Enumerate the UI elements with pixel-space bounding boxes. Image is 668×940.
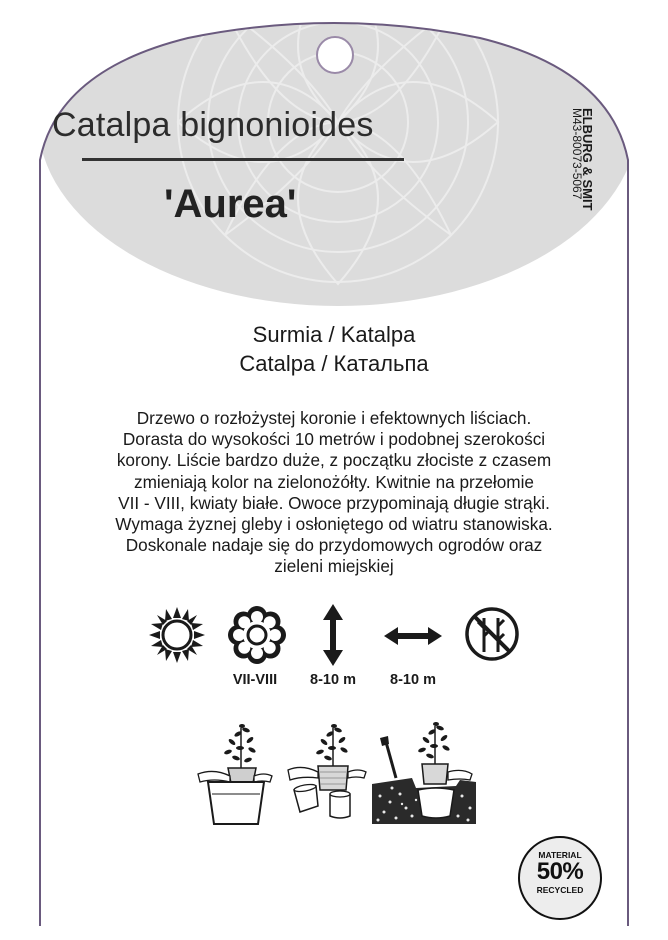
product-code: M43-80073-5067 xyxy=(570,108,584,200)
planting-step-1-illustration xyxy=(194,720,276,826)
cultivar-name: 'Aurea' xyxy=(164,182,297,226)
recycled-percent: 50% xyxy=(536,858,584,885)
description xyxy=(60,408,608,578)
horizontal-arrow-icon xyxy=(384,626,442,646)
description-line: Drzewo o rozłożystej koronie i efektownych liściach. xyxy=(136,408,532,428)
common-name-line-2: Catalpa / Катальпа xyxy=(239,351,429,376)
planting-step-2-illustration xyxy=(286,720,368,820)
description-line: korony. Liście bardzo duże, z początku złociste z czasem xyxy=(116,450,552,471)
common-name-line-1: Surmia / Katalpa xyxy=(252,322,416,347)
caption-width: 8-10 m xyxy=(390,672,436,688)
title-rule xyxy=(82,158,404,161)
vertical-arrow-icon xyxy=(322,604,344,666)
description-line: VII - VIII, kwiaty białe. Owoce przypominają długie strąki. xyxy=(118,492,550,513)
brand-block xyxy=(570,108,595,258)
common-names xyxy=(0,320,668,378)
description-line: zieleni miejskiej xyxy=(274,556,394,577)
latin-name: Catalpa bignonioides xyxy=(52,106,374,144)
no-pruning-icon xyxy=(464,606,520,662)
caption-flowering: VII-VIII xyxy=(232,672,278,688)
caption-height: 8-10 m xyxy=(310,672,356,688)
hanging-hole xyxy=(316,36,354,74)
description-line: Doskonale nadaje się do przydomowych ogrodów oraz xyxy=(125,535,543,556)
brand-name: ELBURG & SMIT xyxy=(580,108,595,211)
recycled-material-label: MATERIAL xyxy=(538,850,582,860)
flower-icon xyxy=(228,606,286,664)
description-line: zmieniają kolor na zielonożółty. Kwitnie na przełomie xyxy=(134,471,534,492)
description-line: Wymaga żyznej gleby i osłoniętego od wiatru stanowiska. xyxy=(115,514,553,535)
recycled-label: RECYCLED xyxy=(536,885,584,895)
recycled-material-badge xyxy=(518,836,602,920)
sun-icon xyxy=(148,606,206,664)
planting-step-3-illustration xyxy=(372,716,476,826)
description-line: Dorasta do wysokości 10 metrów i podobnej szerokości xyxy=(122,429,546,450)
